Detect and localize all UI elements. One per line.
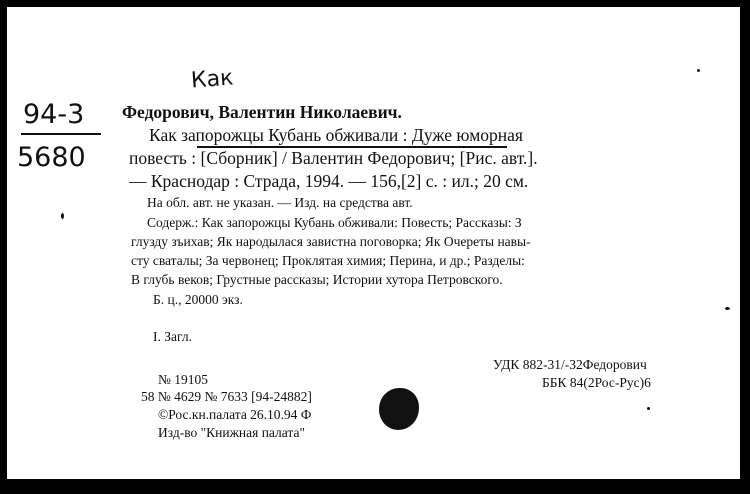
entry-heading: Федорович, Валентин Николаевич. xyxy=(122,102,402,122)
ink-speck xyxy=(725,307,730,310)
title-line xyxy=(149,125,523,146)
publisher-line: Изд-во "Книжная палата" xyxy=(158,425,305,440)
ink-speck xyxy=(61,213,64,219)
contents-line-4: В глубь веков; Грустные рассказы; Истории хутора Петровского. xyxy=(131,272,503,287)
description-line-3: — Краснодар : Страда, 1994. — 156,[2] с. : ил.; 20 см. xyxy=(129,171,529,191)
title-text: Как запорожцы Кубань обживали : Дуже юморная xyxy=(149,125,523,145)
catalog-card xyxy=(7,7,740,479)
description-line-2: повесть : [Сборник] / Валентин Федорович; [Рис. авт.]. xyxy=(129,148,538,168)
note-line: На обл. авт. не указан. — Изд. на средства авт. xyxy=(147,195,413,210)
ink-blot xyxy=(379,388,419,430)
shelf-code-divider xyxy=(21,133,101,135)
record-number: № 19105 xyxy=(158,372,209,387)
ink-speck xyxy=(697,69,700,72)
contents-line-3: сту сваталы; За червонец; Проклятая химия; Перина, и др.; Разделы: xyxy=(131,253,525,268)
contents-line-1: Содерж.: Как запорожцы Кубань обживали: Повесть; Рассказы: З xyxy=(147,215,522,230)
tracing-line: I. Загл. xyxy=(153,329,192,344)
handwritten-note: Как xyxy=(190,65,235,94)
price-line: Б. ц., 20000 экз. xyxy=(153,292,243,307)
ink-speck xyxy=(647,407,650,410)
contents-line-2: глузду зъихав; Як народылася завистна поговорка; Як Очереты навы- xyxy=(131,234,531,249)
shelf-code-bottom: 5680 xyxy=(17,142,86,173)
chamber-stamp: ©Рос.кн.палата 26.10.94 Ф xyxy=(158,407,312,422)
udc-code: УДК 882-31/-32Федорович xyxy=(493,357,647,372)
record-line: 58 № 4629 № 7633 [94-24882] xyxy=(141,389,312,404)
shelf-code-top: 94-3 xyxy=(23,99,85,130)
bbk-code: ББК 84(2Рос-Рус)6 xyxy=(542,375,651,390)
